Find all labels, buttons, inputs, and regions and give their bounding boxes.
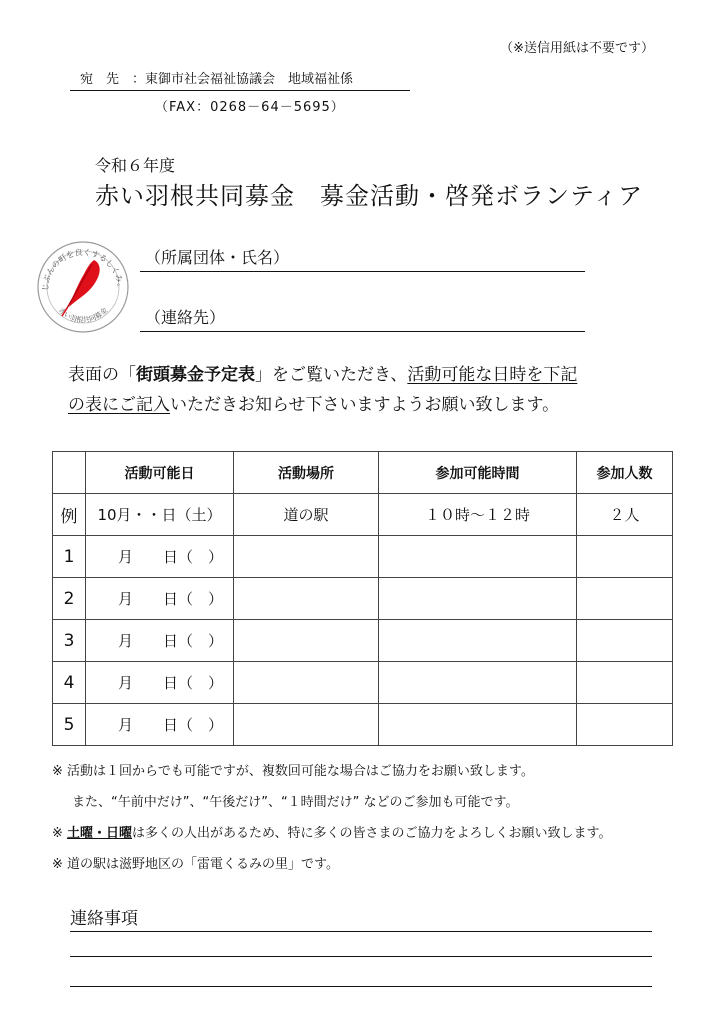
table-row	[53, 704, 673, 746]
count-cell[interactable]	[577, 662, 673, 704]
date-cell[interactable]: 月 日（ ）	[86, 662, 234, 704]
time-cell[interactable]	[379, 578, 577, 620]
notes	[52, 756, 712, 880]
row-number: 2	[53, 578, 86, 620]
count-cell[interactable]	[577, 620, 673, 662]
note-2: ※ 土曜・日曜は多くの人出があるため、特に多くの皆さまのご協力をよろしくお願い致します。	[52, 826, 612, 841]
table-header-row	[53, 452, 673, 494]
count-cell[interactable]	[577, 578, 673, 620]
table-row	[53, 536, 673, 578]
contact-notes-section	[70, 904, 652, 932]
red-feather-logo	[36, 240, 130, 334]
example-row	[53, 494, 673, 536]
contact-notes-line[interactable]	[70, 956, 652, 957]
count-cell[interactable]	[577, 704, 673, 746]
header-no	[53, 452, 86, 494]
fax-number: （FAX：0268－64－5695）	[155, 100, 345, 115]
example-time: １０時～１２時	[379, 494, 577, 536]
logo-top-text: じぶんの町を良くするしくみ。	[40, 247, 126, 292]
table-row	[53, 578, 673, 620]
logo-bottom-text: 赤い羽根共同募金	[56, 306, 110, 325]
row-number: 1	[53, 536, 86, 578]
table-row	[53, 620, 673, 662]
count-cell[interactable]	[577, 536, 673, 578]
place-cell[interactable]	[234, 536, 379, 578]
contact-field[interactable]: （連絡先）	[140, 305, 585, 332]
fiscal-year: 令和６年度	[95, 156, 176, 175]
header-time: 参加可能時間	[379, 452, 577, 494]
place-cell[interactable]	[234, 662, 379, 704]
time-cell[interactable]	[379, 704, 577, 746]
no-cover-sheet-note: （※送信用紙は不要です）	[500, 41, 654, 56]
table-row	[53, 662, 673, 704]
instructions: 表面の「街頭募金予定表」をご覧いただき、活動可能な日時を下記 の表にご記入いただきお知らせ下さいますようお願い致します。	[68, 365, 578, 415]
time-cell[interactable]	[379, 620, 577, 662]
recipient-address: 宛 先 ：東御市社会福祉協議会 地域福祉係	[70, 68, 410, 91]
availability-table	[52, 451, 673, 746]
example-count: ２人	[577, 494, 673, 536]
note-1: ※ 活動は１回からでも可能ですが、複数回可能な場合はご協力をお願い致します。	[52, 764, 534, 779]
page-title: 赤い羽根共同募金 募金活動・啓発ボランティア	[95, 182, 644, 210]
row-number: 3	[53, 620, 86, 662]
header-place: 活動場所	[234, 452, 379, 494]
example-label: 例	[53, 494, 86, 536]
example-date: 10月・・日（土）	[86, 494, 234, 536]
schedule-ref: 街頭募金予定表	[136, 365, 255, 385]
red-feather-icon	[62, 260, 100, 316]
note-3: ※ 道の駅は滋野地区の「雷電くるみの里」です。	[52, 857, 339, 872]
date-cell[interactable]: 月 日（ ）	[86, 704, 234, 746]
time-cell[interactable]	[379, 662, 577, 704]
svg-text:赤い羽根共同募金	[57, 306, 109, 325]
header-count: 参加人数	[577, 452, 673, 494]
date-cell[interactable]: 月 日（ ）	[86, 536, 234, 578]
note-1b: また、“午前中だけ”、“午後だけ”、“１時間だけ” などのご参加も可能です。	[72, 795, 519, 810]
org-name-field[interactable]: （所属団体・氏名）	[140, 245, 585, 272]
place-cell[interactable]	[234, 704, 379, 746]
row-number: 4	[53, 662, 86, 704]
date-cell[interactable]: 月 日（ ）	[86, 620, 234, 662]
place-cell[interactable]	[234, 578, 379, 620]
date-cell[interactable]: 月 日（ ）	[86, 578, 234, 620]
row-number: 5	[53, 704, 86, 746]
contact-notes-line[interactable]	[70, 986, 652, 987]
example-place: 道の駅	[234, 494, 379, 536]
place-cell[interactable]	[234, 620, 379, 662]
time-cell[interactable]	[379, 536, 577, 578]
contact-notes-heading: 連絡事項	[70, 904, 652, 932]
header-date: 活動可能日	[86, 452, 234, 494]
